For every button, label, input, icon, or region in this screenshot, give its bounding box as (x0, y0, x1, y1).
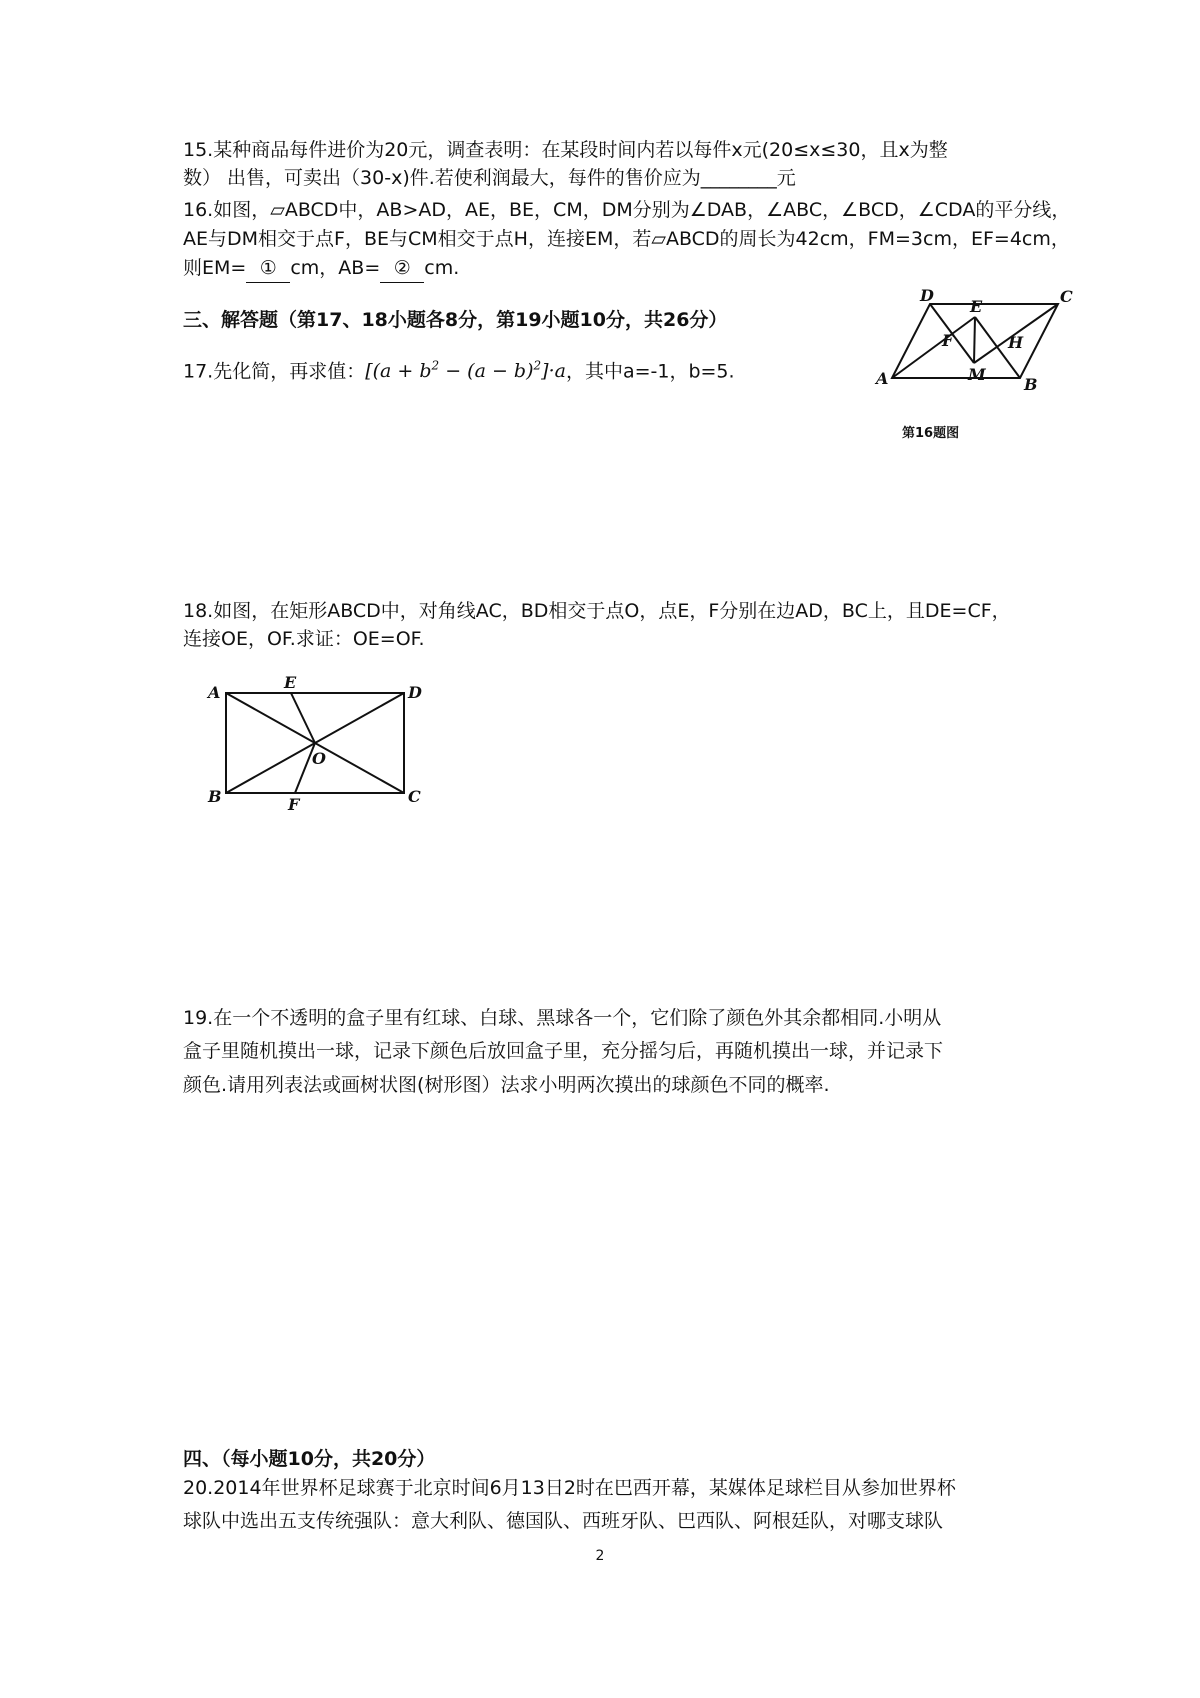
formula-exponent-1: 2 (431, 359, 440, 373)
section3-heading: 三、解答题（第17、18小题各8分，第19小题10分，共26分） (183, 309, 728, 331)
label-a: A (208, 683, 221, 702)
label-d: D (920, 286, 934, 305)
q15-line2 (183, 164, 796, 192)
label-h: H (1008, 333, 1024, 352)
formula-exponent-2: 2 (533, 359, 542, 373)
q15-unit: 元 (776, 167, 796, 189)
q16-unit: cm. (424, 257, 460, 279)
q17-formula (365, 360, 566, 382)
page-number: 2 (595, 1548, 605, 1564)
formula-part-2: − (a − b) (439, 360, 534, 383)
label-c: C (408, 787, 421, 806)
section4-heading: 四、（每小题10分，共20分） (183, 1448, 436, 1470)
segment-em (974, 317, 975, 363)
label-m: M (968, 365, 986, 384)
q19-line2: 盒子里随机摸出一球，记录下颜色后放回盒子里，充分摇匀后，再随机摸出一球，并记录下 (183, 1040, 944, 1062)
q17-line (183, 352, 735, 385)
label-c: C (1060, 287, 1073, 306)
label-f: F (288, 795, 300, 814)
q18-line2: 连接OE，OF.求证：OE=OF. (183, 628, 425, 650)
q16-figure (870, 286, 1073, 398)
formula-part-1: [(a + b (365, 360, 432, 383)
q18-figure (200, 673, 430, 816)
q15-line1: 15.某种商品每件进价为20元，调查表明：在某段时间内若以每件x元(20≤x≤30，且x为整 (183, 139, 948, 161)
q16-ab-label: cm，AB= (290, 257, 381, 279)
q15-answer-blank: ________ (700, 167, 777, 189)
q17-prefix: 17.先化简，再求值： (183, 360, 366, 383)
q20-line2: 球队中选出五支传统强队：意大利队、德国队、西班牙队、巴西队、阿根廷队，对哪支球队 (183, 1510, 944, 1532)
label-b: B (1024, 375, 1038, 394)
q17-suffix: ，其中a=-1，b=5. (565, 360, 735, 383)
formula-part-3: ]·a (541, 360, 566, 383)
q18-line1: 18.如图，在矩形ABCD中，对角线AC，BD相交于点O，点E，F分别在边AD，BC上，且DE=CF， (183, 600, 1011, 622)
label-a: A (876, 369, 889, 388)
q16-line3 (183, 254, 459, 283)
q19-line1: 19.在一个不透明的盒子里有红球、白球、黑球各一个，它们除了颜色外其余都相同.小明从 (183, 1007, 942, 1029)
q19-line3: 颜色.请用列表法或画树状图(树形图）法求小明两次摸出的球颜色不同的概率. (183, 1074, 830, 1096)
q16-blank-2: ② (380, 254, 424, 283)
label-e: E (284, 673, 297, 692)
label-f: F (942, 331, 954, 350)
q16-figure-caption: 第16题图 (902, 426, 960, 441)
q15-line2-text: 数） 出售，可卖出（30-x)件.若使利润最大，每件的售价应为 (183, 167, 701, 189)
q16-blank-1: ① (246, 254, 290, 283)
q16-line2: AE与DM相交于点F，BE与CM相交于点H，连接EM，若▱ABCD的周长为42cm，FM=3cm，EF=4cm， (183, 228, 1070, 250)
q16-em-label: 则EM= (183, 257, 247, 279)
label-d: D (408, 683, 422, 702)
label-b: B (208, 787, 222, 806)
q16-line1: 16.如图，▱ABCD中，AB>AD，AE，BE，CM，DM分别为∠DAB，∠ABC，∠BCD，∠CDA的平分线， (183, 199, 1071, 221)
q20-line1: 20.2014年世界杯足球赛于北京时间6月13日2时在巴西开幕，某媒体足球栏目从参加世界杯 (183, 1477, 956, 1499)
label-o: O (312, 749, 326, 768)
label-e: E (970, 297, 983, 316)
